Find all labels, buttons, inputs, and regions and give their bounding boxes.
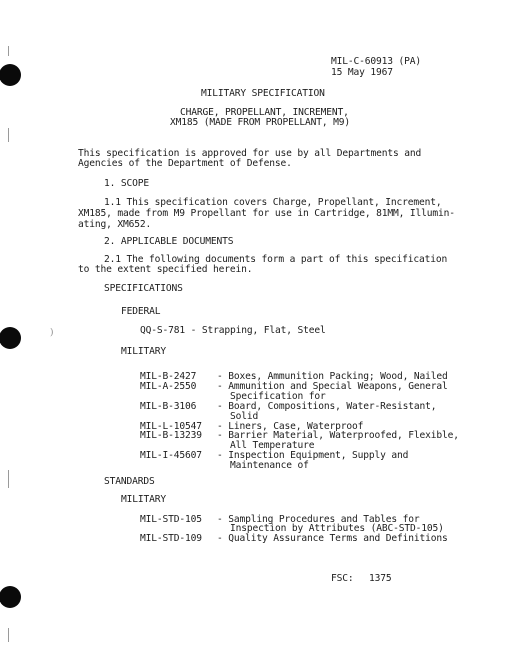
spec-description: - Liners, Case, Waterproof (217, 421, 364, 432)
scan-artifact-bracket: ) (50, 328, 54, 338)
spec-description: - Boxes, Ammunition Packing; Wood, Nailed (217, 371, 448, 382)
spec-code: MIL-B-2427 (140, 371, 197, 382)
spec-description: - Barrier Material, Waterproofed, Flexible, (217, 430, 459, 441)
approval-statement-line-1: This specification is approved for use by all Departments and (78, 148, 422, 159)
punch-hole-middle (0, 327, 21, 349)
document-number: MIL-C-60913 (PA) (331, 56, 422, 67)
spec-code: MIL-B-3106 (140, 401, 197, 412)
spec-code: MIL-I-45607 (140, 450, 202, 461)
applicable-paragraph-line-2: to the extent specified herein. (78, 264, 253, 275)
standard-code: MIL-STD-105 (140, 514, 202, 525)
federal-item: QQ-S-781 - Strapping, Flat, Steel (140, 325, 326, 336)
scan-mark-left (8, 470, 9, 488)
military-standards-heading: MILITARY (121, 494, 167, 505)
scope-paragraph-line-3: ating, XM652. (78, 219, 152, 230)
scan-mark-left (8, 128, 9, 142)
military-specs-heading: MILITARY (121, 346, 167, 357)
document-date: 15 May 1967 (331, 67, 393, 78)
scan-mark-left (8, 628, 9, 642)
specifications-heading: SPECIFICATIONS (104, 283, 183, 294)
scope-paragraph-line-2: XM185, made from M9 Propellant for use in Cartridge, 81MM, Illumin- (78, 208, 455, 219)
punch-hole-bottom (0, 586, 21, 608)
scope-paragraph-line-1: 1.1 This specification covers Charge, Propellant, Increment, (104, 197, 442, 208)
spec-code: MIL-A-2550 (140, 381, 197, 392)
spec-description: - Ammunition and Special Weapons, General (217, 381, 448, 392)
approval-statement-line-2: Agencies of the Department of Defense. (78, 158, 292, 169)
spec-title-line-1: CHARGE, PROPELLANT, INCREMENT, (180, 107, 349, 118)
spec-code: MIL-L-10547 (140, 421, 202, 432)
federal-heading: FEDERAL (121, 306, 161, 317)
spec-code: MIL-B-13239 (140, 430, 202, 441)
fsc-number: 1375 (369, 573, 392, 584)
standard-description: - Quality Assurance Terms and Definitions (217, 533, 448, 544)
standard-description-continued: Inspection by Attributes (ABC-STD-105) (230, 523, 444, 534)
standard-description: - Sampling Procedures and Tables for (217, 514, 420, 525)
spec-description-continued: Solid (230, 411, 259, 422)
fsc-label: FSC: (331, 573, 354, 584)
section-heading-scope: 1. SCOPE (104, 178, 150, 189)
section-heading-applicable-documents: 2. APPLICABLE DOCUMENTS (104, 236, 234, 247)
punch-hole-top (0, 64, 21, 86)
spec-description-continued: Maintenance of (230, 460, 309, 471)
standards-heading: STANDARDS (104, 476, 155, 487)
spec-description: - Board, Compositions, Water-Resistant, (217, 401, 437, 412)
scan-mark-left (8, 46, 9, 56)
standard-code: MIL-STD-109 (140, 533, 202, 544)
spec-description-continued: All Temperature (230, 440, 315, 451)
applicable-paragraph-line-1: 2.1 The following documents form a part of this specification (104, 254, 448, 265)
spec-title-line-2: XM185 (MADE FROM PROPELLANT, M9) (170, 117, 351, 128)
spec-type-title: MILITARY SPECIFICATION (201, 88, 325, 99)
spec-description: - Inspection Equipment, Supply and (217, 450, 409, 461)
spec-description-continued: Specification for (230, 391, 326, 402)
